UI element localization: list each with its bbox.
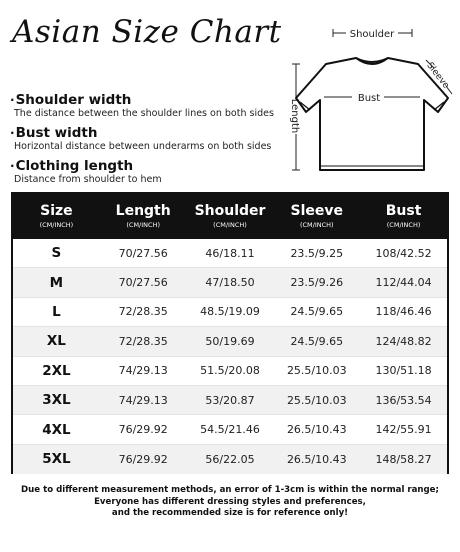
tshirt-measurement-diagram	[288, 20, 456, 190]
column-unit: (CM/INCH)	[39, 221, 74, 229]
note-line: and the recommended size is for reference only!	[111, 508, 349, 518]
bust-cell: 148/58.27	[375, 452, 432, 466]
definition-text: Horizontal distance between underarms on both sides	[14, 141, 272, 152]
size-table	[11, 192, 449, 474]
length-cell: 74/29.13	[118, 364, 168, 378]
definition-shoulder	[10, 92, 300, 120]
table-row	[13, 357, 447, 386]
table-row	[13, 445, 447, 474]
bullet-icon: ·	[10, 126, 15, 140]
definition-heading: Clothing length	[15, 158, 134, 174]
bust-cell: 142/55.91	[375, 423, 432, 437]
table-row	[13, 386, 447, 415]
bust-cell: 118/46.46	[375, 305, 432, 319]
shoulder-cell: 51.5/20.08	[200, 364, 260, 378]
size-cell: 4XL	[42, 421, 71, 438]
definition-text: The distance between the shoulder lines on both sides	[14, 108, 274, 119]
bust-cell: 130/51.18	[375, 364, 432, 378]
size-cell: L	[52, 303, 61, 320]
note-line: Due to different measurement methods, an error of 1-3cm is within the normal range;	[21, 485, 439, 495]
sleeve-cell: 24.5/9.65	[290, 334, 344, 348]
sleeve-cell: 23.5/9.25	[290, 246, 344, 260]
length-cell: 76/29.92	[118, 423, 168, 437]
sleeve-label: Sleeve	[424, 60, 451, 91]
definition-bust	[10, 125, 300, 153]
bullet-icon: ·	[10, 93, 15, 107]
column-name: Size	[40, 203, 73, 219]
definition-heading: Bust width	[15, 125, 98, 141]
length-cell: 72/28.35	[118, 334, 168, 348]
shoulder-cell: 47/18.50	[205, 276, 255, 290]
shoulder-cell: 54.5/21.46	[200, 423, 260, 437]
size-cell: M	[49, 274, 64, 291]
column-unit: (CM/INCH)	[386, 221, 421, 229]
size-cell: XL	[46, 333, 66, 350]
column-name: Length	[115, 203, 171, 219]
column-unit: (CM/INCH)	[299, 221, 334, 229]
disclaimer-note	[0, 485, 460, 520]
table-row	[13, 327, 447, 356]
size-cell: 5XL	[42, 451, 71, 468]
sleeve-cell: 24.5/9.65	[290, 305, 344, 319]
column-header-size	[13, 194, 100, 239]
table-row	[13, 298, 447, 327]
column-name: Shoulder	[194, 203, 266, 219]
table-row	[13, 239, 447, 268]
length-cell: 70/27.56	[118, 246, 168, 260]
size-cell: S	[51, 245, 62, 262]
size-cell: 3XL	[42, 392, 71, 409]
table-row	[13, 415, 447, 444]
column-header-shoulder	[187, 194, 274, 239]
table-body	[13, 239, 447, 474]
measurement-definitions	[10, 92, 300, 191]
sleeve-cell: 25.5/10.03	[286, 364, 347, 378]
shoulder-cell: 56/22.05	[205, 452, 255, 466]
sleeve-cell: 25.5/10.03	[286, 393, 347, 407]
column-unit: (CM/INCH)	[126, 221, 160, 229]
size-cell: 2XL	[42, 362, 71, 379]
length-cell: 72/28.35	[118, 305, 168, 319]
tshirt-icon	[288, 20, 456, 190]
sleeve-cell: 23.5/9.26	[290, 276, 344, 290]
bust-cell: 108/42.52	[375, 246, 432, 260]
shoulder-cell: 50/19.69	[205, 334, 255, 348]
page-title: Asian Size Chart	[12, 14, 282, 50]
bullet-icon: ·	[10, 159, 15, 173]
column-header-length	[100, 194, 187, 239]
sleeve-cell: 26.5/10.43	[286, 423, 347, 437]
length-cell: 70/27.56	[118, 276, 168, 290]
column-name: Bust	[385, 203, 422, 219]
definition-length	[10, 158, 300, 186]
bust-label: Bust	[357, 93, 381, 104]
bust-cell: 124/48.82	[375, 334, 432, 348]
length-label: Length	[289, 98, 300, 134]
length-cell: 74/29.13	[118, 393, 168, 407]
column-unit: (CM/INCH)	[213, 221, 247, 229]
shoulder-cell: 46/18.11	[205, 246, 255, 260]
shoulder-cell: 53/20.87	[205, 393, 255, 407]
table-row	[13, 268, 447, 297]
definition-heading: Shoulder width	[15, 92, 132, 108]
column-header-bust	[360, 194, 447, 239]
length-cell: 76/29.92	[118, 452, 168, 466]
shoulder-cell: 48.5/19.09	[200, 305, 260, 319]
bust-cell: 136/53.54	[375, 393, 432, 407]
shoulder-label: Shoulder	[349, 29, 395, 40]
column-header-sleeve	[273, 194, 360, 239]
table-header	[13, 194, 447, 239]
note-line: Everyone has different dressing styles and preferences,	[94, 496, 366, 507]
definition-text: Distance from shoulder to hem	[14, 174, 162, 185]
column-name: Sleeve	[290, 203, 344, 219]
bust-cell: 112/44.04	[375, 276, 432, 290]
sleeve-cell: 26.5/10.43	[286, 452, 347, 466]
